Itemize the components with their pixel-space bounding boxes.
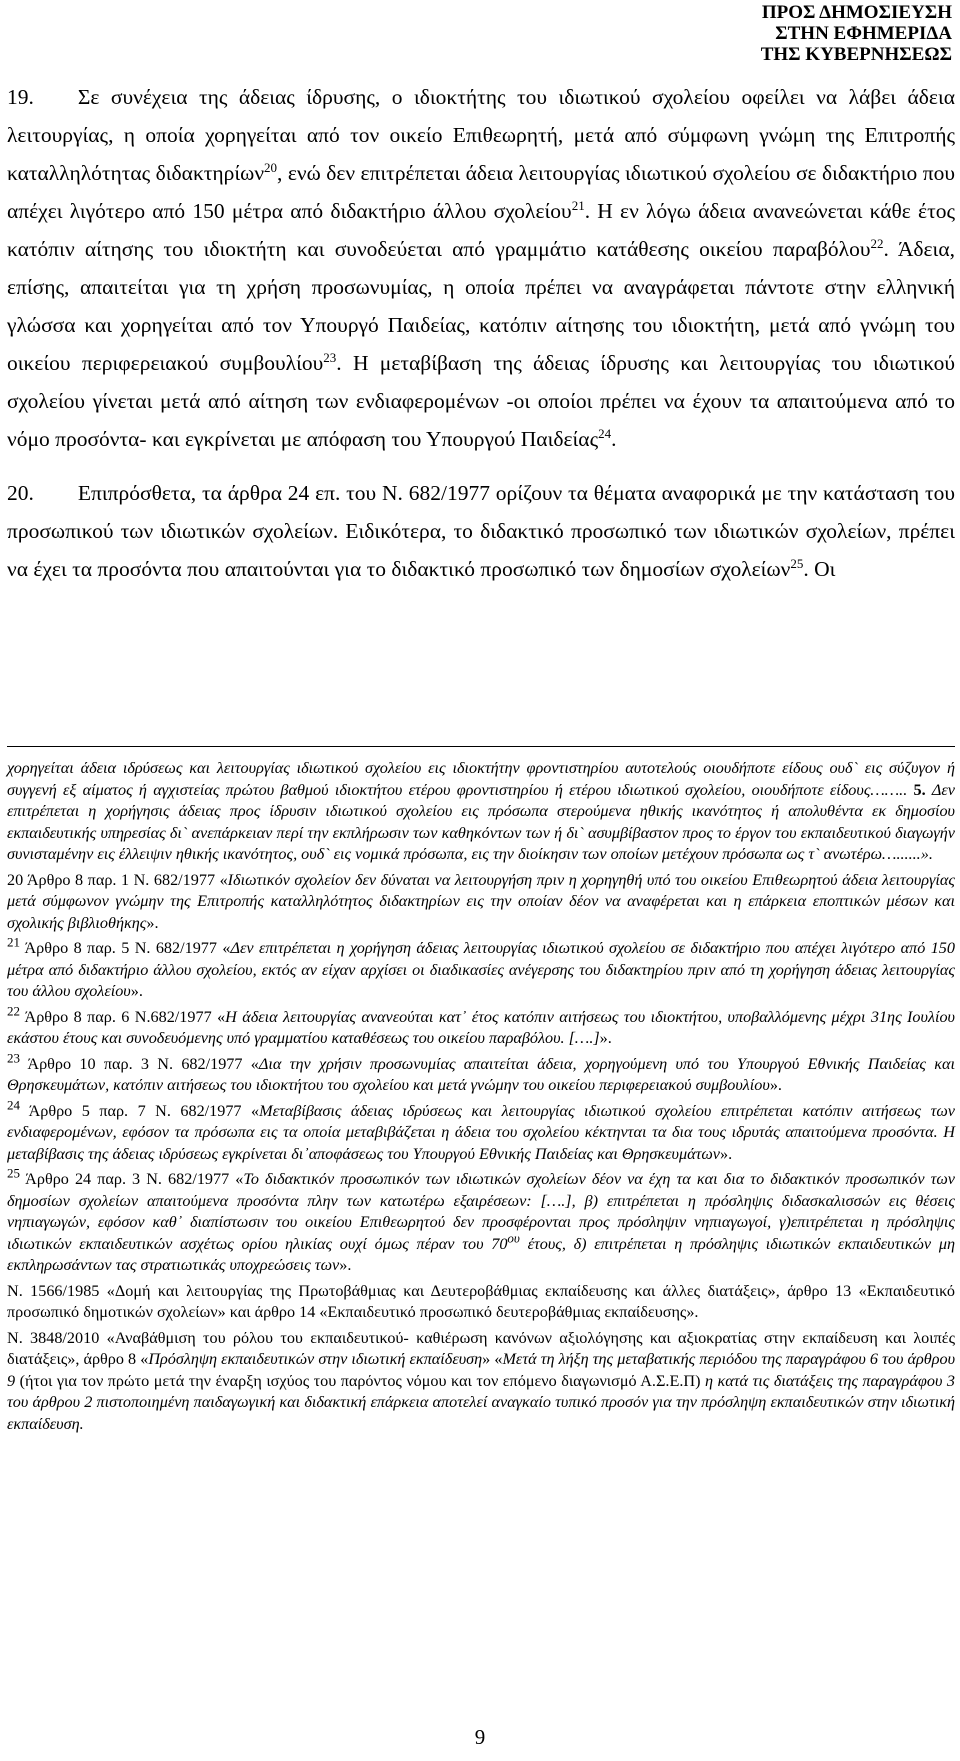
footnote-text: Μετά τη λήξη της μεταβατικής περιόδου της παραγράφου 6 του άρθρου 9: [7, 1350, 956, 1390]
footnote-text: Δια την χρήσιν προσωνυμίας απαιτείται άδεια, χορηγούμενη υπό του Υπουργού Εθνικής Παιδείας και Θρησκευμάτων, κατόπιν αιτήσεως του ιδιοκτήτου του σχολείου και μετά γνώμην του οικείου περιφερειακού συμβουλίου: [7, 1054, 955, 1094]
footnote-separator: [7, 746, 955, 747]
footnote-end: ».: [130, 982, 143, 1000]
publication-header: [761, 2, 952, 65]
footnote-text: Δεν επιτρέπεται η χορήγησις άδειας προς ίδρυσιν ιδιωτικού σχολείου εις πρόσωπα στερούμενα ηθικής ικανότητος ή απολυθέντα εκ δημοσίου εκπαιδευτικής υπηρεσίας δι` ανεπάρκειαν περί την εκπλήρωσιν των καθηκόντων των ή δι` ασυμβίβαστον προς το έργον του εκπαιδευτικού διαγωγήν συνισταμένην εις έλλειψιν ηθικής ικανότητος, ουδ` εις νομικά πρόσωπα, εις την διοίκησιν των οποίων μετέχουν πρόσωπα ως τ` ανωτέρω…......».: [7, 780, 955, 863]
footnote-text: Μεταβίβασις άδειας ιδρύσεως και λειτουργίας ιδιωτικού σχολείου επιτρέπεται κατόπιν αιτήσεως των ενδιαφερομένων, εφόσον τα πρόσωπα εις τα οποία μεταβιβάζεται η άδεια του σχολείου κέκτηνται τα δια τους ιδρυτάς απαιτούμενα προσόντα. Η μεταβίβασις της άδειας ιδρύσεως εγκρίνεται δι᾽αποφάσεως του Υπουργού Εθνικής Παιδείας και Θρησκευμάτων: [7, 1101, 955, 1163]
footnote-text: Πρόσληψη εκπαιδευτικών στην ιδιωτική εκπαίδευση: [148, 1350, 483, 1368]
paragraph-number: 19.: [7, 85, 34, 109]
footnote-text: έτους, δ) επιτρέπεται η πρόσληψις ιδιωτικών εκπαιδευτικών μη εκπληρωσάντων τας στρατιωτικάς υποχρεώσεις των: [7, 1234, 955, 1274]
footnote-reference: Άρθρο 10 παρ. 3 Ν. 682/1977 «: [20, 1054, 259, 1073]
footnote-number: 21: [7, 934, 20, 950]
footnote-text: η κατά τις διατάξεις της παραγράφου 3 του άρθρου 2 πιστοποιημένη παιδαγωγική και διδακτική επάρκεια αποτελεί αναγκαίο τυπικό προσόν για την πρόσληψη εκπαιδευτικών στην ιδιωτική εκπαίδευση.: [7, 1371, 955, 1433]
footnote-continuation: [7, 758, 955, 866]
footnote-ref[interactable]: 21: [571, 197, 585, 213]
footnote-item-number: 5.: [907, 780, 932, 799]
footnote-end: ».: [769, 1076, 782, 1094]
paragraph-19: [7, 78, 955, 458]
paragraph-text: .: [611, 427, 617, 451]
footnote-24: [7, 1097, 955, 1166]
footnote-ref[interactable]: 20: [264, 159, 278, 175]
paragraph-text: . Η εν λόγω άδεια ανανεώνεται κάθε έτος κατόπιν αίτησης του ιδιοκτήτη και συνοδεύεται από γραμμάτιο κατάθεσης οικείου παραβόλου: [7, 199, 955, 261]
ordinal-suffix: ου: [507, 1230, 520, 1246]
footnote-text: Το διδακτικόν προσωπικόν των ιδιωτικών σχολείων δέον να έχη τα και δια το διδακτικόν προσωπικόν των δημοσίων σχολείων απαιτούμενα προσόντα πλην των κατωτέρω εξαιρέσεων: [….], β) επιτρέπεται η πρόσληψις διδασκαλισσών εις θέσεις νηπιαγωγών, εφόσον καθ᾽ διαπίστωσιν του οικείου Επιθεωρητού δεν προσφέρονται προς πρόσληψιν νηπιαγωγοί, γ)επιτρέπεται η πρόσληψις ιδιωτικών εκπαιδευτικών ασχέτως ορίου ηλικίας ουχί όμως πέραν του 70: [7, 1170, 955, 1253]
footnote-23: [7, 1050, 955, 1097]
footnote-number: 24: [7, 1097, 20, 1113]
footnote-reference: Ν. 3848/2010 «Αναβάθμιση του ρόλου του εκπαιδευτικού- καθιέρωση κανόνων αξιολόγησης και αξιοκρατίας στην εκπαίδευση και λοιπές διατάξεις», άρθρο 8 «: [7, 1328, 955, 1368]
paragraph-text: Επιπρόσθετα, τα άρθρα 24 επ. του Ν. 682/1977 ορίζουν τα θέματα αναφορικά με την κατάσταση του προσωπικού των ιδιωτικών σχολείων. Ειδικότερα, το διδακτικό προσωπικό των ιδιωτικών σχολείων, πρέπει να έχει τα προσόντα που απαιτούνται για το διδακτικό προσωπικό των δημοσίων σχολείων: [7, 481, 955, 581]
paragraph-text: . Οι: [803, 557, 836, 581]
header-line-1: ΠΡΟΣ ΔΗΜΟΣΙΕΥΣΗ: [761, 2, 952, 23]
footnote-ref[interactable]: 22: [870, 235, 884, 251]
footnote-text-upright: (ήτοι για τον πρώτο μετά την έναρξη ισχύος του παρόντος νόμου και τον επόμενο διαγωνισμό Α.Σ.Ε.Π): [15, 1371, 701, 1390]
main-text: [7, 78, 955, 588]
footnote-reference: Άρθρο 8 παρ. 6 Ν.682/1977 «: [20, 1007, 226, 1026]
page-number: 9: [474, 1725, 486, 1749]
paragraph-text: Σε συνέχεια της άδειας ίδρυσης, ο ιδιοκτήτης του ιδιωτικού σχολείου οφείλει να λάβει άδεια λειτουργίας, η οποία χορηγείται από τον οικείο Επιθεωρητή, μετά από σύμφωνη γνώμη της Επιτροπής καταλληλότητας διδακτηρίων: [7, 85, 955, 185]
footnote-law-3848: [7, 1328, 955, 1436]
footnote-text: Η άδεια λειτουργίας ανανεούται κατ᾽ έτος κατόπιν αιτήσεως του ιδιοκτήτου, υποβαλλόμενης μέχρι 31ης Ιουλίου εκάστου έτους και συνοδευόμενης υπό γραμματίου καταθέσεως του οικείου παραβόλου. [….]: [7, 1007, 955, 1047]
footnote-end: ».: [146, 913, 159, 932]
footnote-number: 22: [7, 1003, 20, 1019]
footnote-end: ».: [720, 1144, 733, 1163]
footnote-22: [7, 1003, 955, 1050]
footnote-ref[interactable]: 25: [790, 555, 804, 571]
footnote-ref[interactable]: 24: [598, 425, 612, 441]
footnote-20: [7, 870, 955, 935]
footnote-number: 23: [7, 1050, 20, 1066]
footnote-end: ».: [339, 1256, 352, 1274]
footnote-reference: Άρθρο 5 παρ. 7 Ν. 682/1977 «: [20, 1101, 260, 1120]
footnote-21: [7, 934, 955, 1003]
paragraph-20: [7, 474, 955, 588]
footnote-text: Δεν επιτρέπεται η χορήγηση άδειας λειτουργίας ιδιωτικού σχολείου σε διδακτήριο που απέχει λιγότερο από 150 μέτρα από διδακτήριο άλλου σχολείου, εκτός αν είχαν αρχίσει οι διαδικασίες ανέγερσης του διδακτηρίου πριν από τη χορήγηση άδειας λειτουργίας του άλλου σχολείου: [7, 939, 955, 1000]
header-line-2: ΣΤΗΝ ΕΦΗΜΕΡΙΔΑ: [775, 23, 952, 44]
paragraph-text: . Άδεια, επίσης, απαιτείται για τη χρήση προσωνυμίας, η οποία πρέπει να αναγράφεται πάντοτε στην ελληνική γλώσσα και χορηγείται από τον Υπουργό Παιδείας, κατόπιν αίτησης του ιδιοκτήτη, μετά από γνώμη του οικείου περιφερειακού συμβουλίου: [7, 237, 955, 375]
paragraph-text: . Η μεταβίβαση της άδειας ίδρυσης και λειτουργίας του ιδιωτικού σχολείου γίνεται μετά από αίτηση των ενδιαφερομένων -οι οποίοι πρέπει να έχουν τα απαιτούμενα από το νόμο προσόντα- και εγκρίνεται με απόφαση του Υπουργού Παιδείας: [7, 351, 955, 451]
paragraph-number: 20.: [7, 481, 34, 505]
paragraph-text: , ενώ δεν επιτρέπεται άδεια λειτουργίας ιδιωτικού σχολείου σε διδακτήριο που απέχει λιγότερο από 150 μέτρα από διδακτήριο άλλου σχολείου: [7, 161, 955, 223]
footnote-number: 25: [7, 1165, 20, 1181]
footnote-ref[interactable]: 23: [323, 349, 337, 365]
footnote-reference: 20 Άρθρο 8 παρ. 1 Ν. 682/1977 «: [7, 870, 228, 889]
footnote-25: [7, 1165, 955, 1277]
footnote-law-1566: Ν. 1566/1985 «Δομή και λειτουργίας της Πρωτοβάθμιας και Δευτεροβάθμιας εκπαίδευσης και άλλες διατάξεις», άρθρο 13 «Εκπαιδευτικό προσωπικό δημοτικών σχολείων» και άρθρο 14 «Εκπαιδευτικό προσωπικό δευτεροβάθμιας εκπαίδευσης».: [7, 1281, 955, 1321]
footnote-reference: Άρθρο 8 παρ. 5 Ν. 682/1977 «: [20, 939, 231, 957]
footnote-punctuation: » «: [482, 1350, 503, 1368]
footnote-text: Ιδιωτικόν σχολείον δεν δύναται να λειτουργήση πριν η χορηγηθή υπό του οικείου Επιθεωρητού άδεια λειτουργίας μετά σύμφωνον γνώμην της Επιτροπής καταλληλότητος διδακτηρίων εις την οποίαν δέον να αναφέρεται και η επάρκεια εποπτικών μέσων και σχολικής βιβλιοθήκης: [7, 870, 955, 932]
header-line-3: ΤΗΣ ΚΥΒΕΡΝΗΣΕΩΣ: [760, 44, 952, 65]
footnote-end: ».: [599, 1029, 612, 1047]
footnote-reference: Άρθρο 24 παρ. 3 Ν. 682/1977 «: [20, 1170, 244, 1188]
footnotes: [7, 758, 955, 1439]
footnote-text: χορηγείται άδεια ιδρύσεως και λειτουργίας ιδιωτικού σχολείου εις ιδιοκτήτην φροντιστηρίου αυτοτελούς οιουδήποτε είδους ουδ` εις σύζυγον ή συγγενή εξ αίματος ή αγχιστείας πρώτου βαθμού ιδιοκτήτου ετέρου φροντιστηρίου ή ετέρου ιδιωτικού σχολείου, οιουδήποτε είδους……..: [7, 759, 955, 799]
